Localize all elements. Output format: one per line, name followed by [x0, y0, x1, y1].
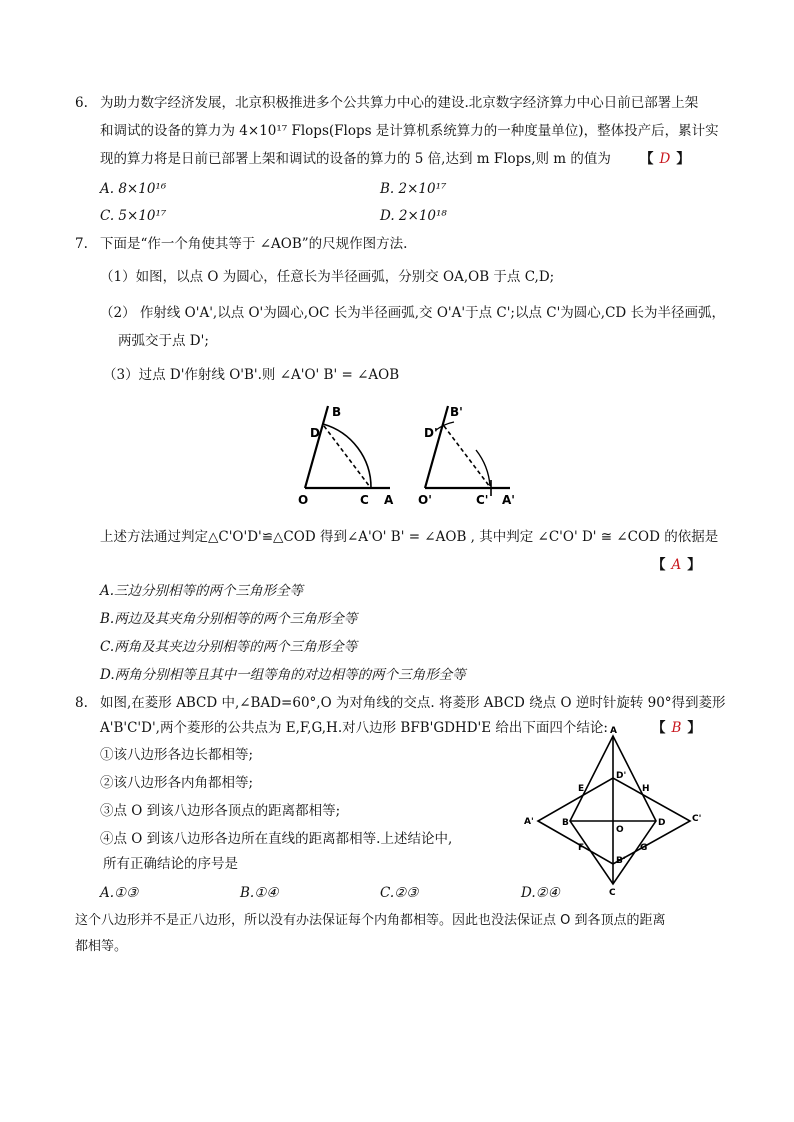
q8-claim-2: ②该八边形各内角都相等; [100, 775, 254, 791]
label-d: D [310, 426, 320, 440]
q8-answer: B [671, 720, 682, 736]
ray-o1b1 [425, 406, 448, 488]
label-c1: C' [476, 493, 489, 507]
note-line2: 都相等。 [75, 939, 128, 954]
q6-option-a: A. 8×10¹⁶ [100, 181, 167, 197]
q7-option-d: D.两角分别相等且其中一组等角的对边相等的两个三角形全等 [100, 667, 466, 683]
q6-stem-line2: 和调试的设备的算力为 4×10¹⁷ Flops(Flops 是计算机系统算力的一种度量单位)，整体投产后，累计实 [100, 123, 719, 139]
segment-c1d1 [444, 426, 490, 487]
arc-c1-large [476, 450, 490, 486]
q8-answer-box: 【 B 】 [652, 720, 701, 736]
q6-option-d: D. 2×10¹⁸ [380, 208, 447, 224]
q7-stem: 下面是“作一个角使其等于 ∠AOB”的尺规作图方法. [100, 236, 408, 252]
q8-label-b: B [562, 818, 569, 828]
q8-stem-line1: 如图,在菱形 ABCD 中,∠BAD=60°,O 为对角线的交点. 将菱形 ABCD 绕点 O 逆时针旋转 90°得到菱形 [100, 695, 726, 711]
label-a1: A' [502, 493, 515, 507]
q7-step3: （3）过点 D'作射线 O'B'.则 ∠A'O' B' = ∠AOB [103, 367, 400, 383]
q8-option-d: D.②④ [521, 885, 560, 901]
q8-claim-3: ③点 O 到该八边形各顶点的距离都相等; [100, 803, 341, 819]
q7-figure-original [305, 406, 390, 488]
q8-option-a: A.①③ [100, 885, 139, 901]
q7-option-a: A.三边分别相等的两个三角形全等 [100, 583, 304, 599]
q8-label-g: G [640, 843, 648, 853]
q8-option-c: C.②③ [380, 885, 419, 901]
q6-answer-box: 【 D 】 [640, 151, 690, 167]
q8-label-f: F [578, 843, 585, 853]
label-b: B [332, 405, 342, 419]
q6-option-c: C. 5×10¹⁷ [100, 208, 167, 224]
q8-prompt: 所有正确结论的序号是 [103, 856, 238, 872]
q8-option-b: B.①④ [240, 885, 279, 901]
q8-label-a: A [610, 726, 617, 736]
q8-label-d: D [658, 818, 666, 828]
q6-number: 6. [75, 95, 88, 111]
label-o: O [298, 493, 309, 507]
q6-stem-line3: 现的算力将是日前已部署上架和调试的设备的算力的 5 倍,达到 m Flops,则 m 的值为 [100, 151, 611, 167]
q7-step2-line2: 两弧交于点 D'; [118, 333, 209, 349]
q7-answer: A [671, 557, 682, 573]
q7-option-c: C.两角及其夹边分别相等的两个三角形全等 [100, 639, 358, 655]
q7-option-b: B.两边及其夹角分别相等的两个三角形全等 [100, 611, 358, 627]
q8-label-e: E [578, 784, 585, 794]
label-c: C [360, 493, 369, 507]
q7-step1: （1）如图，以点 O 为圆心，任意长为半径画弧，分别交 OA,OB 于点 C,D; [100, 269, 555, 285]
q8-stem-line2: A'B'C'D',两个菱形的公共点为 E,F,G,H.对八边形 BFB'GDHD'E 给出下面四个结论: [100, 720, 608, 736]
q8-label-a1: A' [524, 817, 534, 827]
q7-question: 上述方法通过判定△C'O'D'≌△COD 得到∠A'O' B' = ∠AOB , 其中判定 ∠C'O' D' ≅ ∠COD 的依据是 [100, 529, 719, 545]
q8-label-h: H [642, 784, 650, 794]
q8-label-c: C [609, 888, 616, 898]
q6-stem-line1: 为助力数字经济发展，北京积极推进多个公共算力中心的建设.北京数字经济算力中心日前已部署上架 [100, 95, 699, 111]
label-a: A [384, 493, 394, 507]
note-line1: 这个八边形并不是正八边形，所以没有办法保证每个内角都相等。因此也没法保证点 O 到各顶点的距离 [75, 913, 666, 928]
q8-label-b1: B' [616, 856, 626, 866]
q7-answer-box: 【 A 】 [652, 557, 701, 573]
label-b1: B' [450, 405, 463, 419]
q8-claim-4: ④点 O 到该八边形各边所在直线的距离都相等.上述结论中, [100, 831, 453, 847]
q8-label-o: O [616, 825, 624, 835]
q7-figure [290, 400, 530, 510]
ray-ob [305, 406, 328, 488]
q8-figure [518, 724, 708, 898]
q8-claim-1: ①该八边形各边长都相等; [100, 747, 254, 763]
q8-number: 8. [75, 695, 88, 711]
q7-step2-line1: （2） 作射线 O'A',以点 O'为圆心,OC 长为半径画弧,交 O'A'于点 C';以点 C'为圆心,CD 长为半径画弧， [100, 305, 726, 321]
label-d1: D' [424, 426, 438, 440]
label-o1: O' [418, 493, 432, 507]
q6-option-b: B. 2×10¹⁷ [380, 181, 447, 197]
q7-figure-constructed [425, 406, 510, 496]
q7-number: 7. [75, 236, 88, 252]
q6-answer: D [659, 151, 671, 167]
q8-label-c1: C' [692, 814, 702, 824]
q8-label-d1: D' [616, 771, 627, 781]
